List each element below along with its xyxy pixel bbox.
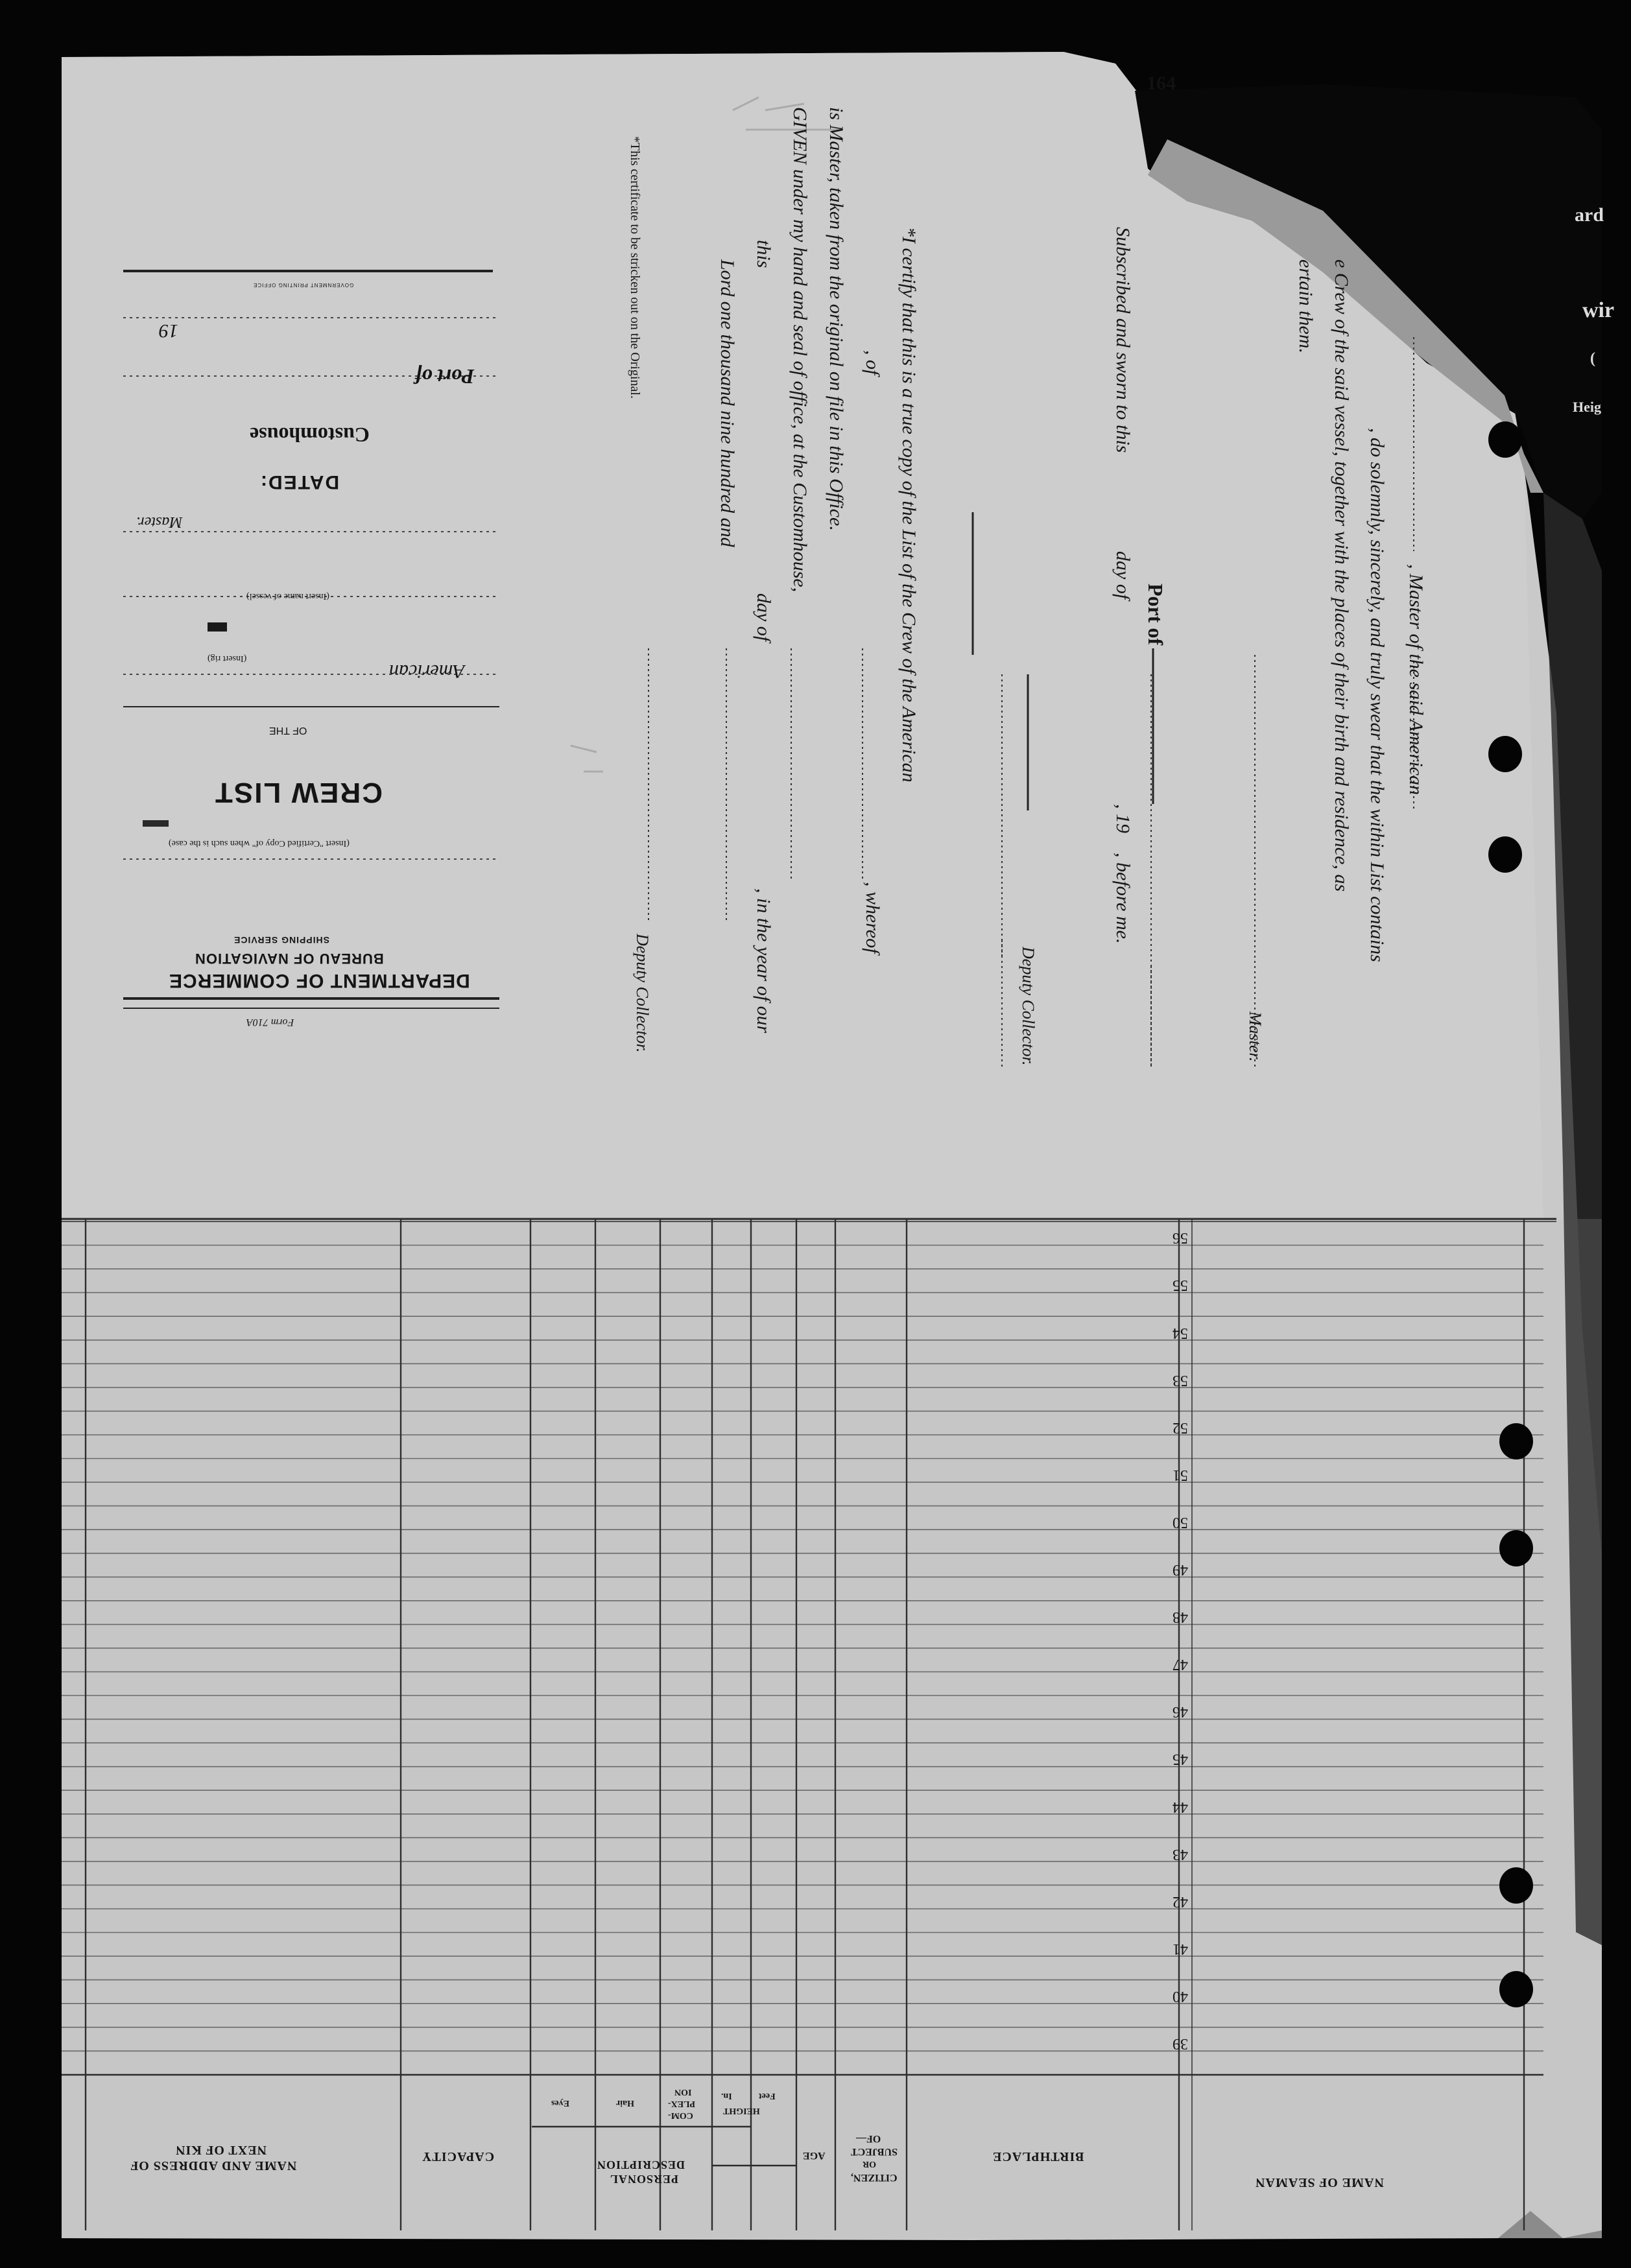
col-header-citizen: SUBJECT [851,2146,898,2157]
col-header-eyes: Eyes [551,2098,569,2108]
deputy-collector-label: Deputy Collector. [1019,947,1038,1066]
row-number: 46 [1173,1703,1188,1721]
col-header-citizen: OR [863,2159,876,2169]
col-header-citizen: CITIZEN, [851,2172,898,2183]
given-line: GIVEN under my hand and seal of office, at the Customhouse, [789,107,811,593]
port-label: Port of [1144,584,1167,646]
binder-hole [1499,1530,1533,1566]
oath-line-2: e Crew of the said vessel, together with the places of their birth and residence, as [1331,259,1352,892]
row-number: 39 [1173,2035,1188,2052]
row-number: 40 [1173,1987,1188,2005]
binder-hole [1488,836,1522,873]
row-number: 54 [1173,1324,1188,1341]
col-header-complexion: PLEX- [668,2099,695,2109]
row-number: 49 [1173,1561,1188,1578]
whereof-label: , whereof [862,882,883,954]
insert-rig-note: (Insert rig) [208,654,247,663]
form-number: Form 710A [246,1017,294,1028]
crew-list-title: CREW LIST [214,777,383,809]
dated-label: DATED: [259,471,340,493]
of-the-label: OF THE [269,725,307,736]
is-master-line: is Master, taken from the original on file in this Office. [826,107,847,531]
this-label: this [753,240,774,268]
of-label: , of [862,350,883,375]
port-of-label: Port of [415,365,475,388]
certificate-footnote: *This certificate to be stricken out on the Original. [628,136,642,399]
col-header-complexion: COM- [668,2110,693,2120]
row-number: 55 [1173,1277,1188,1294]
row-number: 47 [1173,1656,1188,1673]
col-header-name: NAME OF SEAMAN [1255,2175,1384,2190]
col-header-birthplace: BIRTHPLACE [992,2149,1084,2164]
customhouse-label: Customhouse [250,423,370,447]
oath-line-3: ertain them. [1295,259,1316,353]
col-header-personal-description: PERSONAL [610,2173,679,2186]
next-page-fragment: Heig [1573,399,1601,415]
in-year-label: , in the year of our [753,888,774,1034]
day-of-label: day of [1112,551,1134,600]
row-number: 48 [1173,1609,1188,1626]
subscribed-line: Subscribed and sworn to this [1112,227,1134,453]
col-header-inches: In. [721,2091,732,2101]
true-copy-line: *I certify that this is a true copy of the List of the Crew of the American [898,227,920,783]
year-19-label: 19 [159,320,178,342]
row-number: 52 [1173,1419,1188,1436]
next-page-fragment: ( [1590,350,1595,367]
service-title: SHIPPING SERVICE [233,935,330,945]
row-number: 51 [1173,1466,1188,1483]
before-me-label: , before me. [1112,853,1134,944]
year-19-label: , 19 [1112,804,1134,833]
insert-vessel-note: (Insert name of vessel) [246,591,329,601]
col-header-hair: Hair [616,2098,634,2108]
master-signature-label: Master. [1246,1011,1265,1062]
department-title: DEPARTMENT OF COMMERCE [169,970,470,991]
bureau-title: BUREAU OF NAVIGATION [195,951,384,967]
col-header-personal-description: DESCRIPTION [597,2158,685,2171]
american-label: American [389,661,465,682]
col-header-complexion: ION [674,2087,692,2097]
binder-hole [1499,1971,1533,2007]
row-number: 45 [1173,1751,1188,1768]
deputy-collector-label-2: Deputy Collector. [633,934,652,1053]
oath-line-1: , do solemnly, sincerely, and truly swear that the within List contains [1366,428,1388,962]
day-of-label-2: day of [753,593,774,642]
row-number: 41 [1173,1940,1188,1957]
col-header-next-of-kin: NEXT OF KIN [175,2143,267,2157]
row-number: 50 [1173,1513,1188,1531]
certified-copy-note: (Insert "Certified Copy of" when such is the case) [169,838,350,848]
binder-hole [1499,1423,1533,1459]
binder-hole [1499,1867,1533,1904]
col-header-height: HEIGHT [723,2106,760,2116]
binder-hole [1488,736,1522,772]
next-page-fragment: ard [1575,204,1604,226]
col-header-citizen: OF— [856,2133,881,2144]
next-page-fragment: wir [1582,298,1615,322]
col-header-feet: Feet [759,2091,776,2101]
lord-line: Lord one thousand nine hundred and [717,259,738,547]
row-number: 43 [1173,1845,1188,1863]
master-label: Master. [136,514,183,530]
page-number: 164 [1147,73,1176,94]
printer-imprint: GOVERNMENT PRINTING OFFICE [253,282,354,288]
binder-hole [1488,421,1522,458]
col-header-next-of-kin: NAME AND ADDRESS OF [130,2158,297,2173]
col-header-capacity: CAPACITY [422,2149,495,2164]
master-line: , Master of the said American [1405,564,1427,796]
row-number: 53 [1173,1371,1188,1389]
row-number: 42 [1173,1893,1188,1910]
row-number: 44 [1173,1798,1188,1815]
col-header-age: AGE [803,2150,826,2161]
row-number: 56 [1173,1229,1188,1247]
